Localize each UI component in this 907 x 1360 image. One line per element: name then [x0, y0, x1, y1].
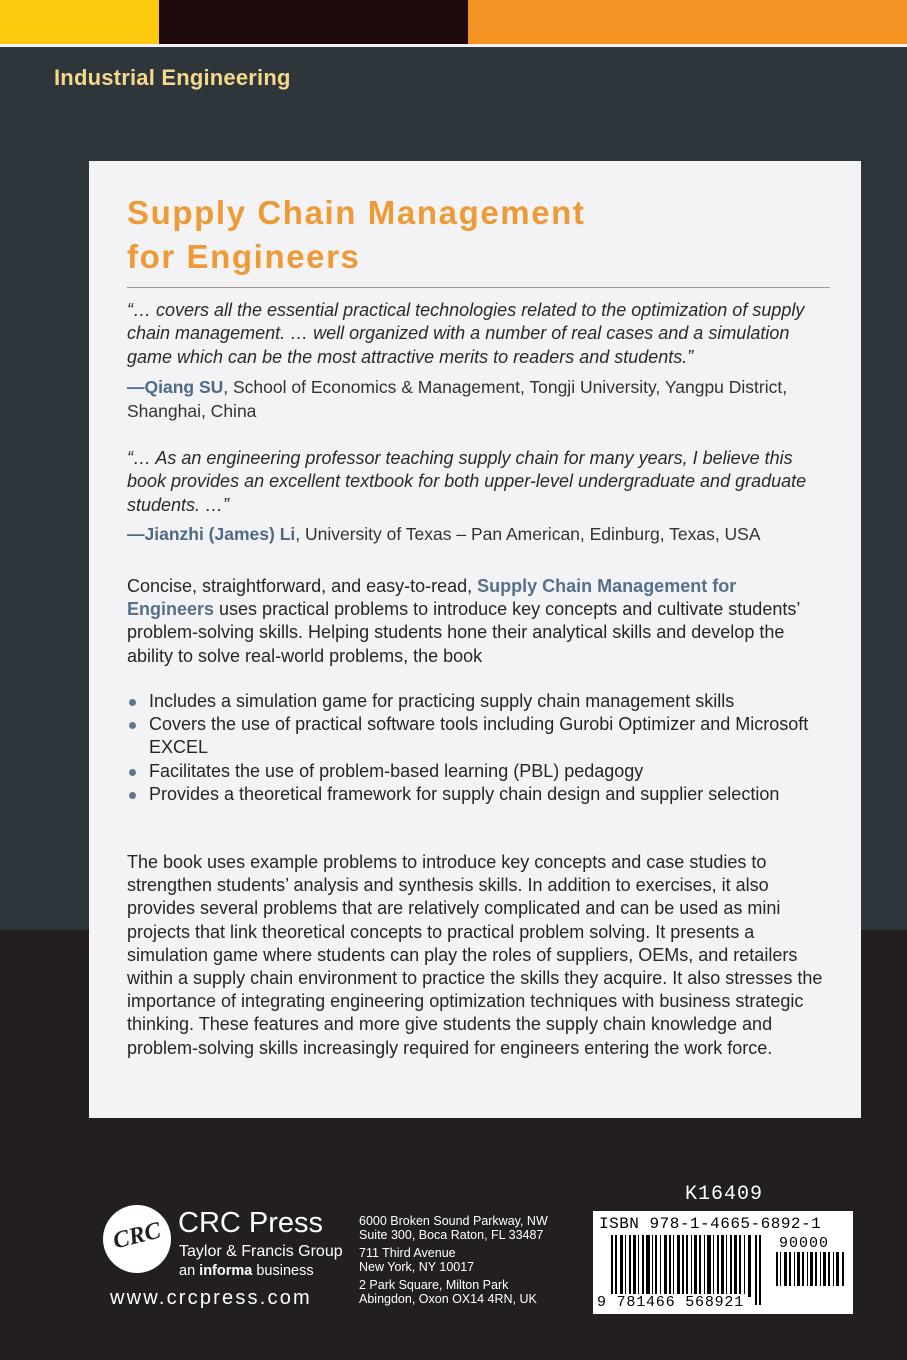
description-paragraph: The book uses example problems to introduce key concepts and case studies to strengthen students’ analysis and synthesis skills. In addition to exercises, it also provides several problems that are relatively complicated and can be used as mini projects that link theoretical concepts to practical problem solving. It presents a simulation game where students can play the roles of suppliers, OEMs, and retailers within a supply chain environment to practice the skills they acquire. It also stresses the importance of integrating engineering optimization techniques with business strategic thinking. These features and more give students the supply chain knowledge and problem-solving skills increasingly required for engineers entering the work force.	[127, 852, 823, 1058]
book-title-line-1: Supply Chain Management	[127, 194, 586, 231]
feature-item	[127, 783, 827, 806]
crc-logo-text: CRC	[110, 1217, 164, 1255]
bullet-icon	[129, 699, 136, 706]
address-line: 2 Park Square, Milton Park	[359, 1278, 509, 1292]
feature-text: Provides a theoretical framework for supply chain design and supplier selection	[149, 783, 780, 804]
feature-text: Includes a simulation game for practicing supply chain management skills	[149, 691, 735, 711]
publisher-group: Taylor & Francis Group	[179, 1243, 343, 1260]
endorser-affiliation-1: , School of Economics & Management, Tongji University, Yangpu District, Shanghai, China	[127, 377, 788, 421]
intro-before: Concise, straightforward, and easy-to-read,	[127, 576, 478, 596]
endorsement-dash-2: —	[127, 524, 145, 544]
bullet-icon	[129, 792, 136, 799]
endorsement-dash-1: —	[127, 377, 145, 397]
feature-item	[127, 760, 827, 783]
tagline-brand: informa	[199, 1263, 253, 1279]
endorsement-attribution-2	[127, 522, 827, 546]
endorser-name-2: Jianzhi (James) Li	[144, 524, 296, 544]
top-stripe-black	[159, 0, 468, 44]
back-cover-panel	[89, 161, 861, 1118]
feature-item	[127, 690, 827, 713]
endorser-affiliation-2: , University of Texas – Pan American, Edinburg, Texas, USA	[295, 524, 761, 544]
barcode-addon: 90000	[779, 1235, 830, 1252]
feature-list	[127, 690, 827, 806]
feature-text: Covers the use of practical software tools including Gurobi Optimizer and Microsoft EXCEL	[149, 714, 809, 758]
endorser-name-1: Qiang SU	[144, 377, 224, 397]
book-title-line-2: for Engineers	[127, 238, 361, 275]
tagline-suffix: business	[252, 1263, 314, 1279]
title-divider	[127, 287, 830, 288]
tagline-prefix: an	[179, 1263, 200, 1279]
address-block-3	[359, 1278, 537, 1306]
address-line: 6000 Broken Sound Parkway, NW	[359, 1214, 548, 1228]
feature-item	[127, 713, 827, 759]
address-line: 711 Third Avenue	[359, 1246, 456, 1260]
intro-paragraph	[127, 575, 827, 668]
intro-book-title: Supply Chain Management for Engineers	[127, 576, 737, 620]
address-line: Abingdon, Oxon OX14 4RN, UK	[359, 1292, 537, 1306]
feature-text: Facilitates the use of problem-based learning (PBL) pedagogy	[149, 760, 644, 781]
series-label: Industrial Engineering	[54, 65, 291, 90]
bullet-icon	[129, 722, 136, 729]
address-block-1	[359, 1214, 548, 1242]
address-line: New York, NY 10017	[359, 1260, 475, 1274]
endorsement-attribution-1	[127, 375, 827, 423]
address-block-2	[359, 1246, 474, 1274]
endorsement-quote-2: “… As an engineering professor teaching supply chain for many years, I believe this book provides an excellent textbook for both upper-level undergraduate and graduate students. …”	[127, 448, 807, 515]
publisher-tagline	[179, 1263, 314, 1279]
top-stripe-yellow	[0, 0, 159, 44]
barcode-digits: 9 781466 568921	[597, 1294, 745, 1311]
address-line: Suite 300, Boca Raton, FL 33487	[359, 1228, 544, 1242]
catalog-code: K16409	[685, 1183, 764, 1206]
barcode-box	[593, 1211, 853, 1314]
addon-barcode-icon	[776, 1252, 846, 1286]
top-stripe-orange	[468, 0, 907, 44]
publisher-website[interactable]: www.crcpress.com	[110, 1287, 312, 1309]
crc-logo-icon	[103, 1205, 171, 1273]
publisher-name: CRC Press	[178, 1207, 324, 1239]
book-title	[127, 191, 586, 279]
endorsement-quote-1: “… covers all the essential practical technologies related to the optimization of supply chain management. … well organized with a number of real cases and a simulation game which can be the most attractive merits to readers and students.”	[127, 300, 805, 367]
intro-after: uses practical problems to introduce key concepts and cultivate students’ problem-solving skills. Helping students hone their analytical skills and develop the ability to solve real-world problems, the book	[127, 599, 800, 666]
isbn-number: ISBN 978-1-4665-6892-1	[599, 1215, 822, 1233]
bullet-icon	[129, 769, 136, 776]
